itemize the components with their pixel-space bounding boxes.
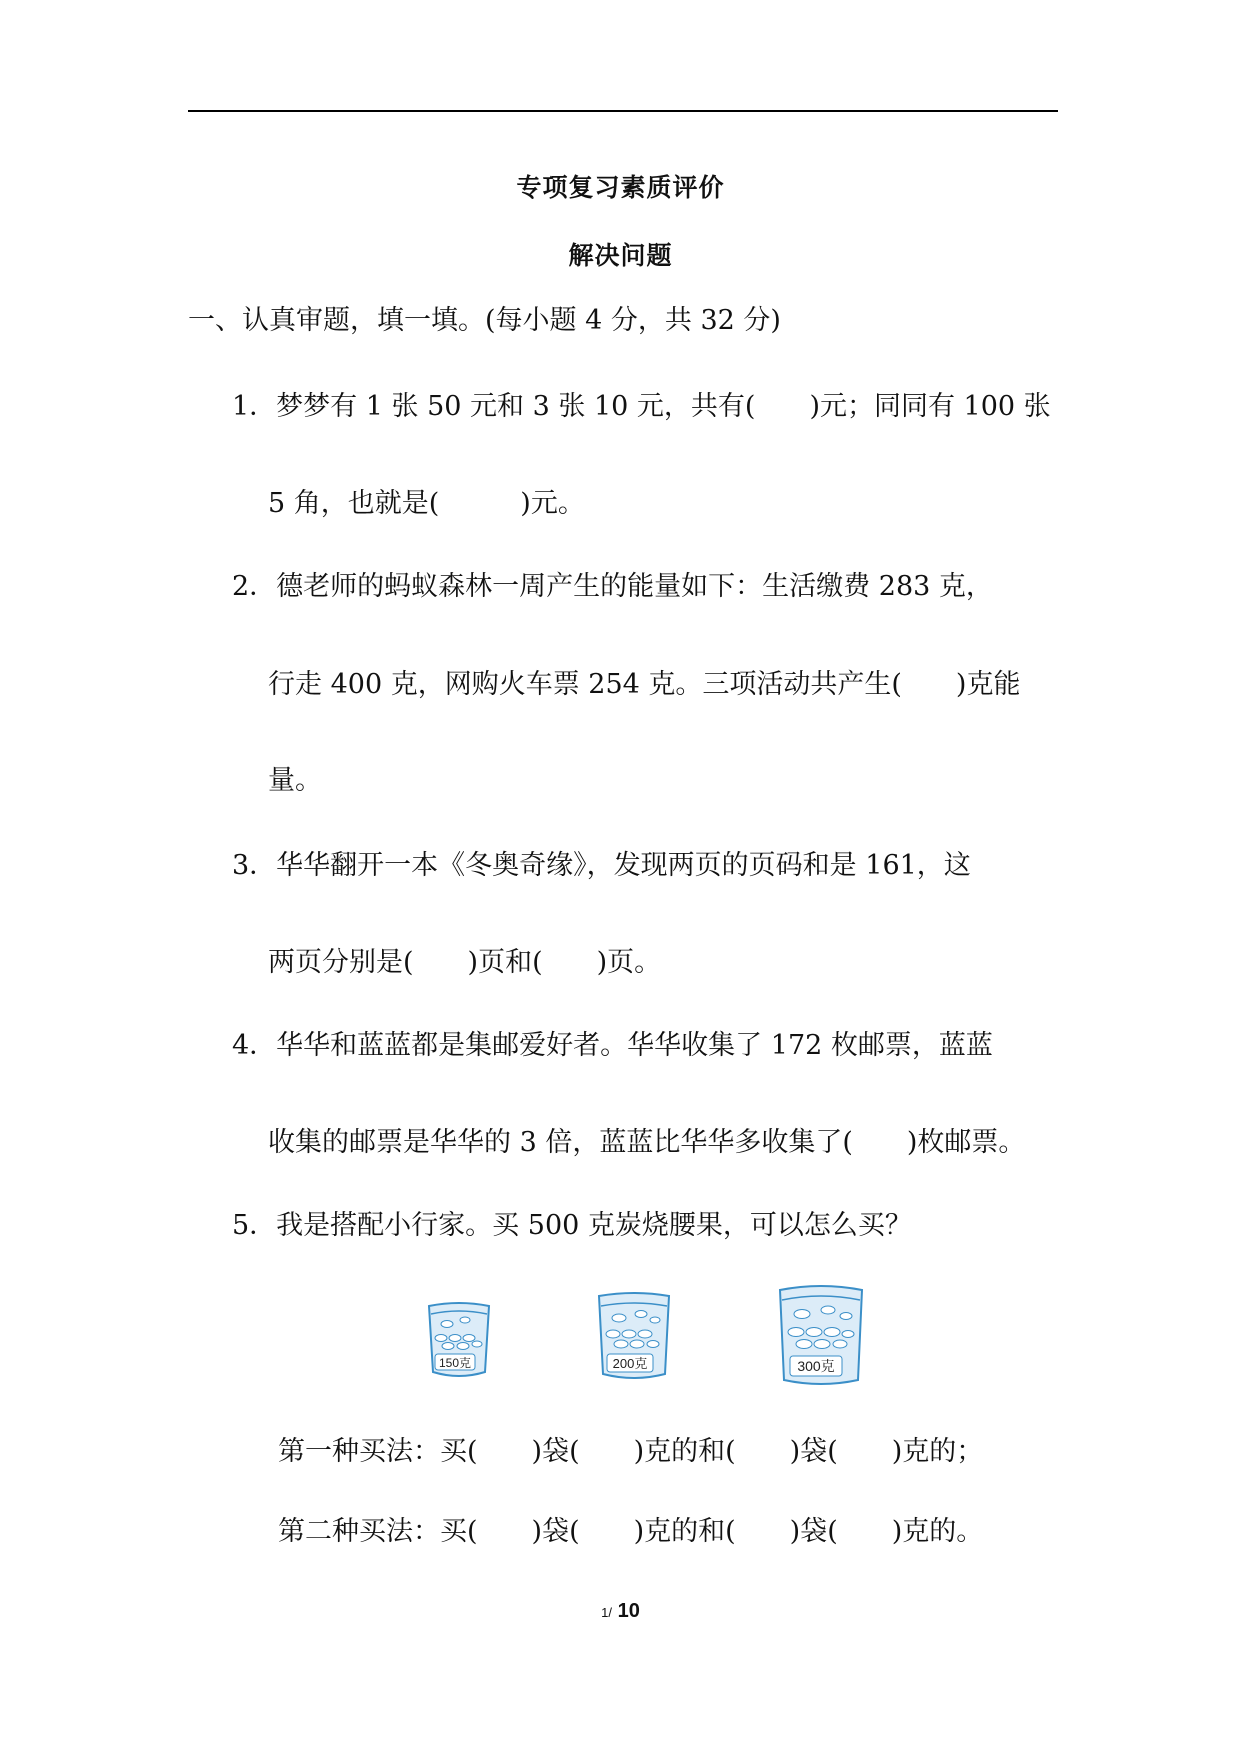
page-number [0, 1600, 1241, 1623]
question-4-line-1: 4．华华和蓝蓝都是集邮爱好者。华华收集了 172 枚邮票，蓝蓝 [232, 1030, 993, 1061]
page-total: 10 [617, 1600, 640, 1622]
page-current: 1/ [601, 1605, 613, 1620]
question-2-line-3: 量。 [268, 765, 322, 796]
section-heading: 一、认真审题，填一填。(每小题 4 分，共 32 分) [188, 305, 781, 336]
page-subtitle: 解决问题 [568, 241, 673, 270]
question-4-line-2: 收集的邮票是华华的 3 倍，蓝蓝比华华多收集了( )枚邮票。 [268, 1127, 1026, 1158]
cashew-bag-150g-icon [425, 1300, 493, 1382]
bag-label-200: 200克 [612, 1356, 648, 1371]
question-5-option-2: 第二种买法：买( )袋( )克的和( )袋( )克的。 [278, 1516, 984, 1547]
cashew-bag-300g-icon [776, 1282, 866, 1390]
header-rule [188, 110, 1058, 112]
question-2-line-1: 2．德老师的蚂蚁森林一周产生的能量如下：生活缴费 283 克， [232, 571, 993, 602]
question-3-line-1: 3．华华翻开一本《冬奥奇缘》，发现两页的页码和是 161，这 [232, 850, 971, 881]
bag-label-300: 300克 [797, 1358, 835, 1374]
question-2-line-2: 行走 400 克，网购火车票 254 克。三项活动共产生( )克能 [268, 669, 1021, 700]
question-3-line-2: 两页分别是( )页和( )页。 [268, 947, 662, 978]
question-1-line-1: 1．梦梦有 1 张 50 元和 3 张 10 元，共有( )元；同同有 100 张 [232, 391, 1051, 422]
bag-label-150: 150克 [438, 1356, 472, 1370]
question-5-option-1: 第一种买法：买( )袋( )克的和( )袋( )克的； [278, 1436, 984, 1467]
question-1-line-2: 5 角，也就是( )元。 [268, 488, 585, 519]
page-title: 专项复习素质评价 [516, 173, 725, 202]
question-5-line-1: 5．我是搭配小行家。买 500 克炭烧腰果，可以怎么买？ [232, 1210, 912, 1241]
cashew-bag-200g-icon [595, 1290, 673, 1384]
